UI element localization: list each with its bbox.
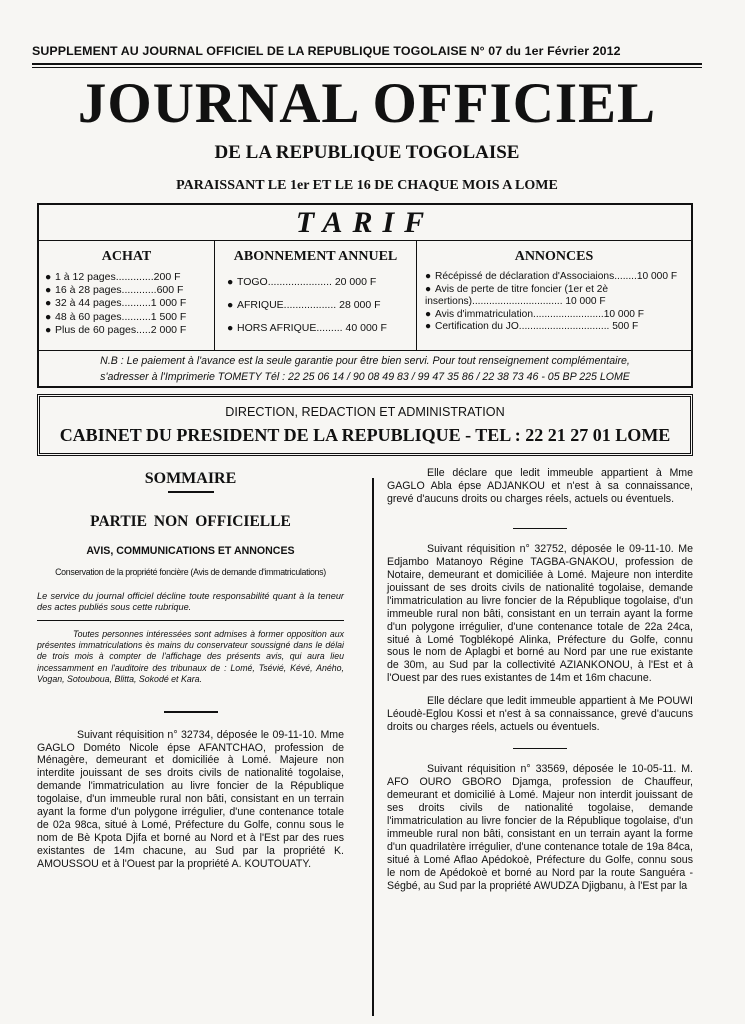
declaration-paragraph: Elle déclare que ledit immeuble appartient à Me POUWI Léoudè-Eglou Kossi et n'est à sa connaissance, grevé d'aucuns droits ou charges réels, actuels ou éventuels. <box>387 695 693 733</box>
requisition-33569: Suivant réquisition n° 33569, déposée le 10-05-11. M. AFO OURO GBORO Djamga, profession de Chauffeur, demeurant et domicilié à Lomé. Majeur non interdit jouissant de ses droits civils de nationalité togolaise, demande l'immatriculation au livre foncier de la République togolaise, d'un immeuble rural non bâti, consistant en un terrain ayant la forme d'un quadrilatère irrégulier, d'une contenance totale de 19a 84ca, situé à Lomé Aflao Apédokoè, Préfecture du Golfe, connu sous le nom de Apédokoè et borné au Nord par la route Sanguéra - Ségbé, au Sud par la propriété AWUDZA Djigbanu, à l'Est par la <box>387 763 693 892</box>
masthead-subtitle: DE LA REPUBLIQUE TOGOLAISE <box>214 142 520 163</box>
tarif-title: TARIF <box>39 205 691 241</box>
tarif-abonnement-column <box>215 241 417 350</box>
bullet-icon: ● <box>45 323 52 336</box>
opposition-notice: Toutes personnes intéressées sont admises à former opposition aux présentes immatriculations ès mains du conservateur soussigné dans le délai de trois mois à compter de l'affichage des présents avis, qui aura lieu incessamment en l'auditoire des tribunaux de : Lomé, Tsévié, Kévé, Aného, Vogan, Sotouboua, Blitta, Sokodé et Kara. <box>37 628 344 684</box>
annonces-list <box>417 271 691 334</box>
list-item: ● 16 à 28 pages............600 F <box>45 284 184 297</box>
list-item: ● 32 à 44 pages..........1 000 F <box>45 297 187 310</box>
achat-heading: ACHAT <box>101 249 152 264</box>
publication-frequency: PARAISSANT LE 1er ET LE 16 DE CHAQUE MOIS A LOME <box>176 178 558 193</box>
avis-heading: AVIS, COMMUNICATIONS ET ANNONCES <box>86 544 295 557</box>
bullet-icon: ● <box>425 308 432 320</box>
list-item: ● Avis de perte de titre foncier (1er et 2è <box>425 283 609 295</box>
list-item: ● Certification du JO................................ 500 F <box>425 321 639 333</box>
bullet-icon: ● <box>45 310 52 323</box>
list-item: ● 1 à 12 pages.............200 F <box>45 271 181 283</box>
sommaire-rule <box>168 491 214 493</box>
bullet-icon: ● <box>227 276 234 288</box>
conservation-heading: Conservation de la propriété foncière (Avis de demande d'immatriculations) <box>55 566 326 577</box>
tarif-annonces-column <box>417 241 691 350</box>
bullet-icon: ● <box>45 271 52 283</box>
list-item: ● AFRIQUE.................. 28 000 F <box>221 294 416 317</box>
section-rule <box>164 711 218 713</box>
tarif-box <box>37 203 693 388</box>
list-item: ● Récépissé de déclaration d'Associaions........10 000 F <box>425 271 678 282</box>
header-rule-thin <box>32 67 702 68</box>
payment-note-line2: s'adresser à l'Imprimerie TOMETY Tél : 22 25 06 14 / 90 08 49 83 / 99 47 35 86 / 22 38 73 46 - 05 BP 225 LOME <box>100 371 630 383</box>
payment-note-line1: N.B : Le paiement à l'avance est la seule garantie pour être bien servi. Pour tout renseignement complémentaire, <box>100 355 630 367</box>
bullet-icon: ● <box>425 283 432 295</box>
section-rule <box>513 528 567 530</box>
supplement-header: SUPPLEMENT AU JOURNAL OFFICIEL DE LA REPUBLIQUE TOGOLAISE N° 07 du 1er Février 2012 <box>32 44 621 58</box>
list-item: ● 48 à 60 pages..........1 500 F <box>45 310 187 323</box>
bullet-icon: ● <box>227 299 234 311</box>
partie-title: PARTIE NON OFFICIELLE <box>90 512 291 530</box>
requisition-32734: Suivant réquisition n° 32734, déposée le 09-11-10. Mme GAGLO Dométo Nicole épse AFANTCHAO, profession de Ménagère, demeurant et domiciliée à Lomé. Majeure non interdite jouissant de ses droits civils de nationalité togolaise, demande l'immatriculation au livre foncier de la République togolaise, d'un immeuble rural non bâti, consistant en un terrain ayant la forme d'un polygone irrégulier, d'une contenance totale de 02a 98ca, situé à Lomé, Préfecture du Golfe, connu sous le nom de Bè Kpota Djifa et borné au Nord et à l'Est par des rues existantes de 14m chacune, au Sud par la propriété K. AMOUSSOU et à l'Ouest par la propriété A. KOUTOUATY. <box>37 728 344 870</box>
achat-list <box>39 271 214 337</box>
payment-note <box>39 350 691 386</box>
disclaimer-text: Le service du journal officiel décline toute responsabilité quant à la teneur des actes publiés sous cette rubrique. <box>37 591 344 621</box>
direction-box <box>37 394 693 456</box>
header-rule <box>32 63 702 65</box>
right-column <box>387 467 693 892</box>
bullet-icon: ● <box>227 322 234 334</box>
bullet-icon: ● <box>45 284 52 297</box>
left-column <box>37 470 344 871</box>
list-item: ● Avis d'immatriculation.........................10 000 F <box>425 308 644 320</box>
section-rule <box>513 748 567 750</box>
annonces-heading: ANNONCES <box>514 249 594 264</box>
declaration-paragraph: Elle déclare que ledit immeuble appartient à Mme GAGLO Abla épse ADJANKOU et n'est à sa connaissance, grevé d'aucuns droits ou charges réels, actuels ou éventuels. <box>387 467 693 505</box>
bullet-icon: ● <box>425 321 432 333</box>
list-item: ● Plus de 60 pages.....2 000 F <box>45 323 187 336</box>
abonnement-list <box>215 271 416 340</box>
abonnement-heading: ABONNEMENT ANNUEL <box>233 249 398 264</box>
direction-line: DIRECTION, REDACTION ET ADMINISTRATION <box>225 405 505 419</box>
cabinet-line: CABINET DU PRESIDENT DE LA REPUBLIQUE - TEL : 22 21 27 01 LOME <box>59 425 671 445</box>
sommaire-title: SOMMAIRE <box>144 470 237 487</box>
bullet-icon: ● <box>45 297 52 310</box>
masthead-title: JOURNAL OFFICIEL <box>77 72 657 135</box>
requisition-32752: Suivant réquisition n° 32752, déposée le 09-11-10. Me Edjambo Matanoyo Régine TAGBA-GNAKOU, profession de Notaire, demeurant et domiciliée à Lomé. Majeure non interdite jouissant de ses droits civils de nationalité togolaise, demande l'immatriculation au livre foncier de la République togolaise, d'un immeuble rural non bâti, consistant en un terrain ayant la forme d'un polygone irrégulier, d'une contenance totale de 22a 24ca, situé à Lomé Togblékopé Alinka, Préfecture du Golfe, connu sous le nom de Aplagbi et borné au Nord par une rue existante de 30m, au Sud par la collectivité AZIANKONOU, à l'Est et à l'Ouest par des rues existantes de 14m et 16m chacune. <box>387 543 693 685</box>
column-divider <box>372 478 374 1016</box>
list-item: ● HORS AFRIQUE......... 40 000 F <box>221 317 416 340</box>
list-item: insertions)................................ 10 000 F <box>425 296 606 308</box>
tarif-achat-column <box>39 241 215 350</box>
bullet-icon: ● <box>425 271 432 282</box>
list-item: ● TOGO...................... 20 000 F <box>221 271 416 294</box>
